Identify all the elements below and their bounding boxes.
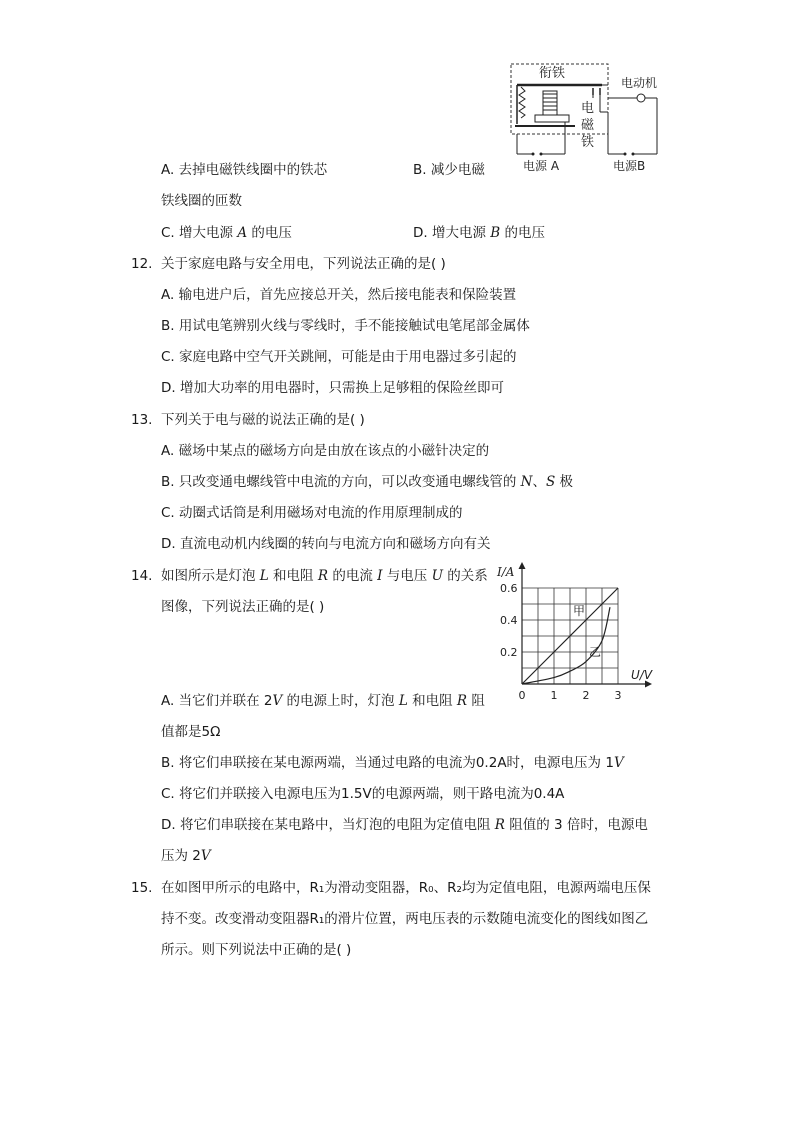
q14-option-d-line2: 压为 2V	[161, 848, 211, 864]
electromagnet-label-3: 铁	[581, 135, 595, 150]
q11-option-a: A. 去掉电磁铁线圈中的铁芯	[161, 162, 328, 178]
q13-number: 13.	[131, 412, 153, 428]
q14-option-b: B. 将它们串联接在某电源两端，当通过电路的电流为0.2A时，电源电压为 1V	[161, 755, 624, 771]
q12-option-c: C. 家庭电路中空气开关跳闸，可能是由于用电器过多引起的	[161, 349, 517, 365]
q14-option-c: C. 将它们并联接入电源电压为1.5V的电源两端，则干路电流为0.4A	[161, 786, 565, 802]
q12-number: 12.	[131, 256, 153, 272]
series-label-jia: 甲	[573, 604, 586, 618]
q11-option-b-line1: B. 减少电磁	[413, 162, 485, 178]
y-tick-label: 0.6	[500, 582, 518, 595]
relay-circuit-figure	[505, 60, 665, 176]
q12-stem: 关于家庭电路与安全用电，下列说法正确的是( )	[161, 256, 446, 272]
q11-option-d: D. 增大电源 B 的电压	[413, 225, 545, 241]
q15-line2: 持不变。改变滑动变阻器R₁的滑片位置，两电压表的示数随电流变化的图线如图乙	[161, 911, 649, 927]
q14-option-a-line1: A. 当它们并联在 2V 的电源上时，灯泡 L 和电阻 R 阻	[161, 693, 485, 709]
q15-line3: 所示。则下列说法中正确的是( )	[161, 942, 352, 958]
x-axis-label: U/V	[631, 668, 653, 682]
electromagnet-label-1: 电	[581, 101, 595, 116]
q14-stem-line1: 如图所示是灯泡 L 和电阻 R 的电流 I 与电压 U 的关系	[161, 568, 488, 584]
q14-option-a-line2: 值都是5Ω	[161, 724, 221, 740]
q14-number: 14.	[131, 568, 153, 584]
series-label-yi: 乙	[589, 645, 602, 659]
q14-stem-line2: 图像，下列说法正确的是( )	[161, 599, 325, 615]
x-tick-label: 2	[582, 689, 590, 702]
q13-option-a: A. 磁场中某点的磁场方向是由放在该点的小磁针决定的	[161, 443, 490, 459]
q14-option-d-line1: D. 将它们串联接在某电路中，当灯泡的电阻为定值电阻 R 阻值的 3 倍时，电源电	[161, 817, 648, 833]
q13-option-c: C. 动圈式话筒是利用磁场对电流的作用原理制成的	[161, 505, 463, 521]
q13-option-d: D. 直流电动机内线圈的转向与电流方向和磁场方向有关	[161, 536, 491, 552]
motor-label: 电动机	[621, 76, 658, 90]
q13-stem: 下列关于电与磁的说法正确的是( )	[161, 412, 365, 428]
q12-option-a: A. 输电进户后，首先应接总开关，然后接电能表和保险装置	[161, 287, 517, 303]
q11-option-c: C. 增大电源 A 的电压	[161, 225, 292, 241]
q12-option-d: D. 增加大功率的用电器时，只需换上足够粗的保险丝即可	[161, 380, 504, 396]
q13-option-b: B. 只改变通电螺线管中电流的方向，可以改变通电螺线管的 N、S 极	[161, 474, 573, 490]
y-axis-arrow	[519, 562, 526, 569]
q12-option-b: B. 用试电笔辨别火线与零线时，手不能接触试电笔尾部金属体	[161, 318, 530, 334]
y-tick-label: 0.4	[500, 614, 518, 627]
x-tick-label: 1	[550, 689, 558, 702]
source-a-label: 电源 A	[523, 159, 560, 173]
electromagnet-label-2: 磁	[581, 118, 595, 133]
q15-number: 15.	[131, 880, 153, 896]
source-b-label: 电源B	[613, 159, 646, 173]
x-tick-label: 0	[518, 689, 526, 702]
q15-line1: 在如图甲所示的电路中，R₁为滑动变阻器，R₀、R₂均为定值电阻，电源两端电压保	[161, 880, 651, 896]
x-tick-label: 3	[614, 689, 622, 702]
iu-chart	[495, 560, 665, 705]
q11-option-b-line2: 铁线圈的匝数	[161, 193, 242, 209]
y-tick-label: 0.2	[500, 646, 518, 659]
armature-label: 衔铁	[539, 66, 566, 81]
y-axis-label: I/A	[497, 565, 515, 579]
